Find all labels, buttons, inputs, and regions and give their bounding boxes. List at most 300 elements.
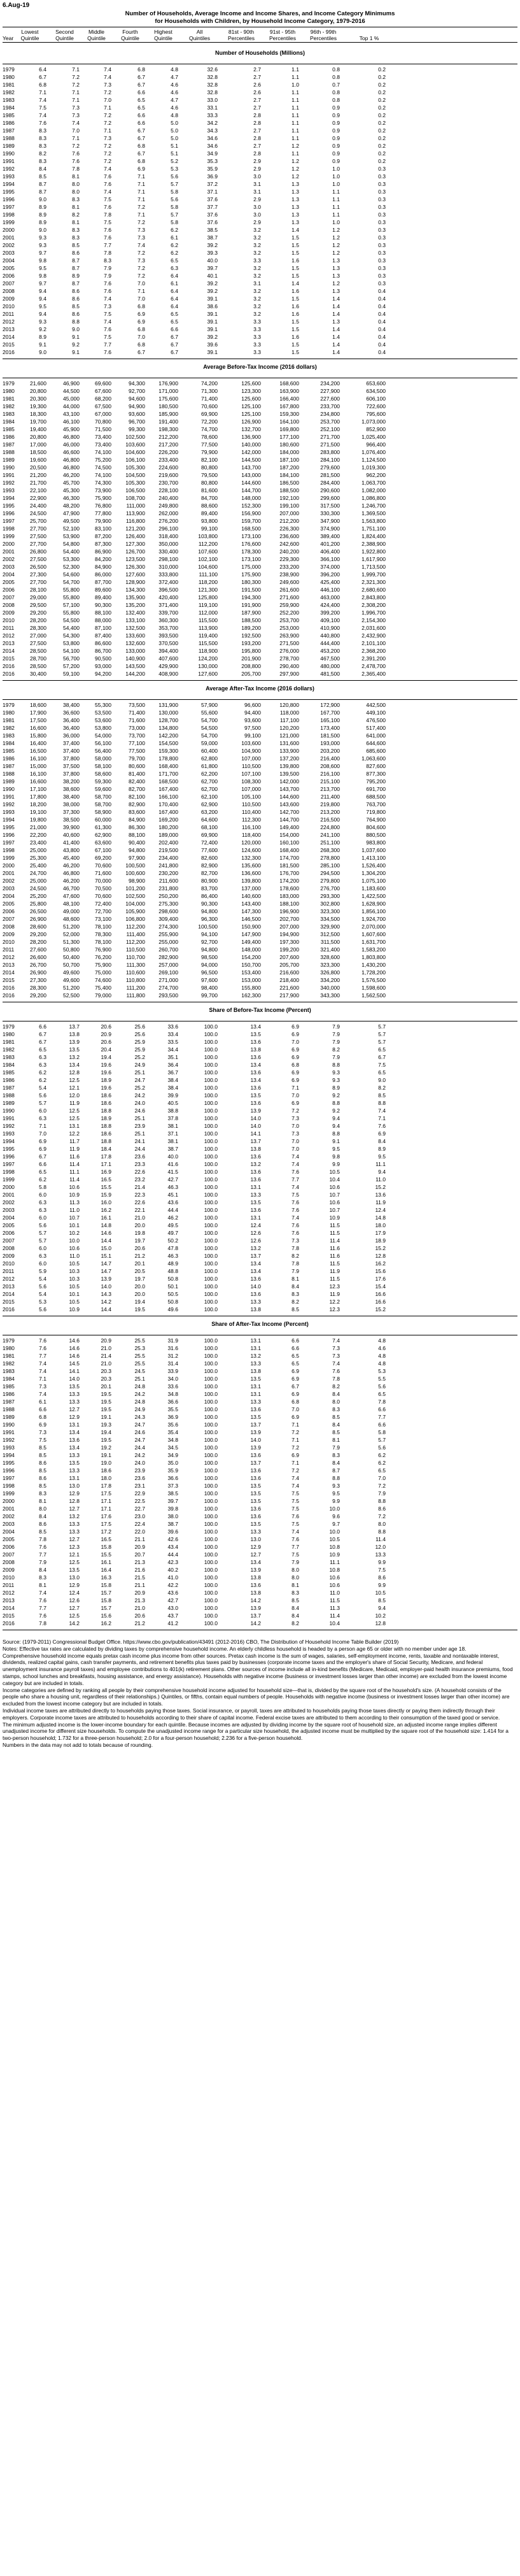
year-cell: 1995 — [3, 824, 15, 830]
value-cell: 10.3 — [69, 1268, 80, 1274]
value-cell: 167,700 — [320, 709, 340, 716]
value-cell: 22.6 — [134, 1169, 145, 1175]
year-cell: 2006 — [3, 273, 15, 279]
value-cell: 17,000 — [30, 441, 46, 448]
value-cell: 110,600 — [125, 969, 145, 976]
table-row — [0, 969, 520, 976]
value-cell: 8.3 — [39, 158, 46, 164]
value-cell: 15.2 — [375, 1245, 386, 1251]
value-cell: 6.6 — [39, 1161, 46, 1167]
value-cell: 9.0 — [39, 227, 46, 233]
value-cell: 15,000 — [30, 763, 46, 769]
value-cell: 36.4 — [167, 1062, 178, 1068]
value-cell: 87,100 — [95, 625, 111, 631]
value-cell: 13.5 — [250, 1199, 261, 1206]
value-cell: 34.3 — [207, 127, 218, 134]
value-cell: 62,200 — [201, 771, 218, 777]
year-cell: 2009 — [3, 931, 15, 937]
value-cell: 763,700 — [366, 801, 386, 808]
value-cell: 58,000 — [95, 755, 111, 762]
table-row — [0, 1237, 520, 1244]
table-row — [0, 257, 520, 264]
value-cell: 81,600 — [201, 487, 218, 494]
value-cell: 1,924,700 — [362, 916, 386, 922]
value-cell: 6.0 — [39, 1245, 46, 1251]
value-cell: 195,800 — [241, 648, 261, 654]
value-cell: 94,800 — [201, 946, 218, 953]
value-cell: 100.0 — [204, 1597, 218, 1604]
year-cell: 1986 — [3, 120, 15, 126]
value-cell: 100.0 — [204, 1161, 218, 1167]
value-cell: 46.2 — [167, 1214, 178, 1221]
value-cell: 7.5 — [378, 1567, 386, 1573]
value-cell: 9.4 — [39, 295, 46, 302]
value-cell: 14.7 — [101, 1268, 111, 1274]
value-cell: 42.7 — [167, 1176, 178, 1183]
value-cell: 8.5 — [39, 1444, 46, 1451]
value-cell: 8.1 — [332, 1437, 340, 1443]
value-cell: 53,900 — [63, 533, 80, 539]
value-cell: 1.3 — [332, 257, 340, 264]
value-cell: 0.4 — [378, 341, 386, 348]
value-cell: 19.4 — [101, 1054, 111, 1060]
value-cell: 7.9 — [332, 1039, 340, 1045]
value-cell: 6.6 — [137, 89, 145, 96]
table-row — [0, 1252, 520, 1260]
value-cell: 7.1 — [292, 1437, 299, 1443]
value-cell: 407,600 — [158, 655, 178, 662]
value-cell: 13.3 — [250, 1299, 261, 1305]
value-cell: 12.0 — [375, 1544, 386, 1550]
value-cell: 144,700 — [279, 816, 299, 823]
value-cell: 1,063,700 — [362, 480, 386, 486]
year-cell: 1985 — [3, 1383, 15, 1390]
value-cell: 154,200 — [241, 954, 261, 960]
value-cell: 0.3 — [378, 250, 386, 256]
value-cell: 135,200 — [125, 602, 145, 608]
value-cell: 249,600 — [279, 579, 299, 585]
value-cell: 9.5 — [39, 303, 46, 310]
value-cell: 9.2 — [332, 1092, 340, 1099]
value-cell: 121,000 — [279, 732, 299, 739]
value-cell: 70,600 — [95, 862, 111, 869]
value-cell: 51,300 — [63, 939, 80, 945]
value-cell: 7.2 — [137, 250, 145, 256]
value-cell: 100.0 — [204, 1299, 218, 1305]
value-cell: 100.0 — [204, 1353, 218, 1359]
year-cell: 1987 — [3, 127, 15, 134]
value-cell: 13.8 — [250, 1306, 261, 1313]
value-cell: 36,000 — [63, 732, 80, 739]
value-cell: 42.3 — [167, 1559, 178, 1565]
value-cell: 75,900 — [95, 962, 111, 968]
value-cell: 39,900 — [63, 824, 80, 830]
section-title: Average Before-Tax Income (2016 dollars) — [203, 364, 317, 370]
value-cell: 37.2 — [207, 181, 218, 187]
value-cell: 144,200 — [125, 671, 145, 677]
value-cell: 1.5 — [292, 341, 299, 348]
value-cell: 0.4 — [378, 288, 386, 294]
value-cell: 14.6 — [69, 1353, 80, 1359]
value-cell: 227,900 — [320, 388, 340, 394]
table-row — [0, 433, 520, 441]
value-cell: 25.3 — [134, 1345, 145, 1351]
value-cell: 12.6 — [250, 1237, 261, 1244]
value-cell: 1,086,800 — [362, 495, 386, 501]
value-cell: 139,800 — [279, 763, 299, 769]
value-cell: 27,700 — [30, 579, 46, 585]
value-cell: 10.5 — [69, 1260, 80, 1267]
value-cell: 54,100 — [63, 648, 80, 654]
value-cell: 166,400 — [279, 395, 299, 402]
value-cell: 34.2 — [207, 120, 218, 126]
value-cell: 6.1 — [171, 280, 178, 287]
value-cell: 231,800 — [158, 885, 178, 892]
value-cell: 634,500 — [366, 388, 386, 394]
year-cell: 2006 — [3, 908, 15, 914]
value-cell: 1.1 — [332, 196, 340, 203]
value-cell: 74,100 — [95, 472, 111, 478]
year-cell: 1982 — [3, 403, 15, 409]
value-cell: 297,900 — [279, 671, 299, 677]
value-cell: 4.8 — [171, 66, 178, 73]
value-cell: 311,500 — [320, 939, 340, 945]
value-cell: 1.3 — [292, 211, 299, 218]
value-cell: 7.9 — [104, 273, 111, 279]
value-cell: 34.9 — [167, 1452, 178, 1458]
value-cell: 5.7 — [39, 1237, 46, 1244]
value-cell: 59,000 — [201, 740, 218, 746]
value-cell: 28,100 — [30, 587, 46, 593]
value-cell: 142,000 — [279, 778, 299, 785]
value-cell: 257,000 — [158, 962, 178, 968]
value-cell: 168,500 — [158, 778, 178, 785]
value-cell: 62,900 — [201, 801, 218, 808]
value-cell: 8.7 — [72, 280, 80, 287]
table-row — [0, 1076, 520, 1084]
value-cell: 42.7 — [167, 1597, 178, 1604]
value-cell: 7.3 — [39, 1429, 46, 1435]
value-cell: 8.7 — [72, 257, 80, 264]
year-cell: 1990 — [3, 150, 15, 157]
value-cell: 6.9 — [292, 1414, 299, 1420]
value-cell: 1,631,700 — [362, 939, 386, 945]
value-cell: 13.5 — [250, 1498, 261, 1504]
value-cell: 7.2 — [104, 143, 111, 149]
value-cell: 22.5 — [134, 1498, 145, 1504]
value-cell: 449,100 — [366, 709, 386, 716]
table-row — [0, 333, 520, 341]
value-cell: 274,300 — [158, 923, 178, 930]
value-cell: 7.5 — [104, 196, 111, 203]
value-cell: 1.2 — [332, 280, 340, 287]
value-cell: 10.2 — [375, 1612, 386, 1619]
value-cell: 3.2 — [253, 265, 261, 271]
value-cell: 16.9 — [101, 1169, 111, 1175]
title-line-1: Number of Households, Average Income and Income Shares, and Income Category Minimums — [125, 10, 395, 17]
value-cell: 55,800 — [63, 587, 80, 593]
year-cell: 1992 — [3, 801, 15, 808]
value-cell: 100,500 — [198, 923, 218, 930]
value-cell: 7.1 — [137, 196, 145, 203]
column-header-line-1: Middle — [88, 29, 105, 35]
value-cell: 17.1 — [101, 1498, 111, 1504]
value-cell: 101,200 — [125, 885, 145, 892]
value-cell: 3.1 — [253, 181, 261, 187]
value-cell: 0.3 — [378, 181, 386, 187]
value-cell: 100.0 — [204, 1383, 218, 1390]
year-cell: 1979 — [3, 380, 15, 387]
value-cell: 6.9 — [292, 1452, 299, 1458]
value-cell: 19,400 — [30, 426, 46, 432]
value-cell: 13.4 — [250, 1268, 261, 1274]
value-cell: 279,600 — [320, 464, 340, 471]
value-cell: 48,100 — [63, 900, 80, 907]
value-cell: 128,900 — [125, 579, 145, 585]
value-cell: 7.4 — [104, 74, 111, 80]
value-cell: 3.2 — [253, 311, 261, 317]
value-cell: 188,100 — [279, 900, 299, 907]
value-cell: 15.6 — [101, 1612, 111, 1619]
value-cell: 70,500 — [95, 885, 111, 892]
value-cell: 10.4 — [329, 1620, 340, 1626]
value-cell: 7.0 — [137, 295, 145, 302]
value-cell: 23.9 — [134, 1123, 145, 1129]
value-cell: 241,100 — [320, 832, 340, 838]
table-row — [0, 1168, 520, 1176]
value-cell: 28,500 — [30, 663, 46, 669]
year-cell: 2011 — [3, 946, 15, 953]
table-row — [0, 953, 520, 961]
value-cell: 54,500 — [63, 617, 80, 623]
table-row — [0, 134, 520, 142]
value-cell: 7.1 — [137, 189, 145, 195]
value-cell: 19.6 — [101, 1069, 111, 1076]
value-cell: 34.4 — [167, 1046, 178, 1053]
value-cell: 1.2 — [332, 234, 340, 241]
value-cell: 100.0 — [204, 1337, 218, 1344]
value-cell: 9.7 — [39, 250, 46, 256]
year-cell: 1995 — [3, 502, 15, 509]
table-row — [0, 915, 520, 923]
value-cell: 24.7 — [134, 1437, 145, 1443]
value-cell: 1,430,200 — [362, 962, 386, 968]
value-cell: 6.6 — [39, 1406, 46, 1413]
value-cell: 7.8 — [292, 1245, 299, 1251]
year-cell: 2014 — [3, 334, 15, 340]
table-row — [0, 624, 520, 632]
value-cell: 8.3 — [72, 196, 80, 203]
value-cell: 38.7 — [167, 1146, 178, 1152]
table-row — [0, 1283, 520, 1290]
value-cell: 8.3 — [332, 1452, 340, 1458]
value-cell: 103,600 — [125, 441, 145, 448]
value-cell: 164,100 — [279, 418, 299, 425]
value-cell: 100.0 — [204, 1237, 218, 1244]
value-cell: 74,700 — [201, 426, 218, 432]
value-cell: 290,400 — [279, 663, 299, 669]
value-cell: 7.3 — [104, 303, 111, 310]
value-cell: 53,800 — [95, 725, 111, 731]
value-cell: 34.9 — [207, 150, 218, 157]
value-cell: 8.7 — [39, 181, 46, 187]
value-cell: 7.7 — [292, 1176, 299, 1183]
value-cell: 25.1 — [134, 1376, 145, 1382]
value-cell: 125,100 — [241, 403, 261, 409]
value-cell: 7.4 — [332, 1337, 340, 1344]
value-cell: 228,100 — [158, 487, 178, 494]
value-cell: 144,700 — [241, 487, 261, 494]
note-paragraph: The minimum adjusted income is the lower-income boundary for each quintile. Because incomes are adjusted by dividing income by the square root of household size, an adjusted income range implies different unadjusted income for different size households. To compute the unadjusted income range for a particular size household, the adjusted income must be multiplied by the square root of the household size: 1.414 for a two-person household; 1.732 for a three-person household; 2.0 for a four-person household; 2.236 for a five-person household. — [3, 1721, 509, 1742]
value-cell: 180,200 — [158, 824, 178, 830]
value-cell: 8.5 — [292, 1597, 299, 1604]
value-cell: 6.8 — [39, 1414, 46, 1420]
value-cell: 147,900 — [241, 931, 261, 937]
value-cell: 90,300 — [201, 900, 218, 907]
value-cell: 15.4 — [375, 1283, 386, 1290]
value-cell: 8.5 — [292, 1306, 299, 1313]
value-cell: 1,019,300 — [362, 464, 386, 471]
value-cell: 46,800 — [63, 457, 80, 463]
value-cell: 82,100 — [129, 793, 145, 800]
value-cell: 8.5 — [39, 1467, 46, 1474]
value-cell: 219,500 — [158, 847, 178, 853]
value-cell: 7.2 — [72, 143, 80, 149]
value-cell: 69,900 — [201, 832, 218, 838]
year-cell: 2001 — [3, 1192, 15, 1198]
value-cell: 105,300 — [125, 480, 145, 486]
value-cell: 7.6 — [104, 181, 111, 187]
value-cell: 18.8 — [101, 1138, 111, 1144]
value-cell: 86,300 — [129, 824, 145, 830]
value-cell: 67,600 — [95, 388, 111, 394]
value-cell: 104,600 — [198, 564, 218, 570]
column-header-line-1: Highest — [154, 29, 172, 35]
table-row — [0, 571, 520, 578]
year-cell: 1993 — [3, 1130, 15, 1137]
value-cell: 115,500 — [198, 617, 218, 623]
value-cell: 15.9 — [101, 1192, 111, 1198]
value-cell: 11.0 — [69, 1253, 80, 1259]
value-cell: 62,900 — [95, 832, 111, 838]
value-cell: 226,200 — [158, 449, 178, 455]
table-row — [0, 81, 520, 89]
value-cell: 176,900 — [158, 380, 178, 387]
value-cell: 16,100 — [30, 755, 46, 762]
value-cell: 37.6 — [207, 196, 218, 203]
year-cell: 2005 — [3, 1222, 15, 1228]
column-header-7 — [219, 29, 264, 41]
value-cell: 5.7 — [171, 181, 178, 187]
year-cell: 1988 — [3, 771, 15, 777]
value-cell: 100.0 — [204, 1452, 218, 1458]
value-cell: 38.7 — [167, 1521, 178, 1527]
value-cell: 35.4 — [167, 1429, 178, 1435]
value-cell: 25,700 — [30, 518, 46, 524]
value-cell: 38,000 — [63, 801, 80, 808]
value-cell: 13.6 — [250, 1513, 261, 1519]
value-cell: 38,400 — [63, 702, 80, 708]
table-row — [0, 823, 520, 831]
year-cell: 2008 — [3, 1245, 15, 1251]
value-cell: 143,500 — [125, 663, 145, 669]
value-cell: 83,600 — [129, 809, 145, 815]
value-cell: 1.3 — [332, 318, 340, 325]
year-cell: 2010 — [3, 1574, 15, 1581]
value-cell: 7.6 — [39, 1345, 46, 1351]
value-cell: 230,200 — [158, 870, 178, 876]
value-cell: 7.9 — [104, 265, 111, 271]
value-cell: 159,700 — [241, 518, 261, 524]
value-cell: 8.3 — [292, 1291, 299, 1297]
value-cell: 115,500 — [198, 640, 218, 646]
value-cell: 28,300 — [30, 985, 46, 991]
value-cell: 5.7 — [39, 1230, 46, 1236]
value-cell: 7.1 — [72, 135, 80, 141]
value-cell: 24.3 — [134, 1414, 145, 1420]
value-cell: 100.0 — [204, 1590, 218, 1596]
value-cell: 240,400 — [158, 495, 178, 501]
value-cell: 27,000 — [30, 632, 46, 639]
value-cell: 7.3 — [137, 227, 145, 233]
value-cell: 10.6 — [69, 1245, 80, 1251]
value-cell: 7.2 — [292, 1467, 299, 1474]
value-cell: 7.2 — [104, 112, 111, 118]
value-cell: 7.2 — [104, 150, 111, 157]
value-cell: 73,000 — [129, 725, 145, 731]
value-cell: 13.5 — [250, 1092, 261, 1099]
value-cell: 6.6 — [378, 1406, 386, 1413]
value-cell: 31.2 — [167, 1353, 178, 1359]
value-cell: 1.1 — [292, 89, 299, 96]
year-cell: 1992 — [3, 166, 15, 172]
value-cell: 25,300 — [30, 855, 46, 861]
value-cell: 271,500 — [320, 441, 340, 448]
value-cell: 189,000 — [158, 832, 178, 838]
value-cell: 7.6 — [104, 173, 111, 180]
year-cell: 1990 — [3, 1107, 15, 1114]
value-cell: 330,400 — [158, 548, 178, 555]
value-cell: 14.0 — [69, 1376, 80, 1382]
value-cell: 100.0 — [204, 1176, 218, 1183]
value-cell: 1.5 — [292, 295, 299, 302]
value-cell: 9.9 — [378, 1582, 386, 1588]
value-cell: 208,600 — [320, 763, 340, 769]
value-cell: 111,100 — [199, 571, 218, 578]
value-cell: 25.5 — [134, 1360, 145, 1367]
value-cell: 6.3 — [39, 1054, 46, 1060]
table-row — [0, 1092, 520, 1099]
value-cell: 27,500 — [30, 640, 46, 646]
value-cell: 7.9 — [378, 1490, 386, 1497]
value-cell: 19.6 — [101, 1085, 111, 1091]
value-cell: 281,500 — [320, 472, 340, 478]
year-cell: 1990 — [3, 1421, 15, 1428]
value-cell: 187,200 — [279, 464, 299, 471]
value-cell: 444,400 — [320, 640, 340, 646]
value-cell: 10.8 — [329, 1544, 340, 1550]
value-cell: 37,400 — [63, 740, 80, 746]
value-cell: 44,000 — [63, 403, 80, 409]
value-cell: 4.8 — [378, 1337, 386, 1344]
column-header-2 — [47, 29, 82, 41]
value-cell: 11.5 — [330, 1276, 340, 1282]
value-cell: 100.0 — [204, 1130, 218, 1137]
value-cell: 442,500 — [366, 702, 386, 708]
table-row — [0, 1298, 520, 1306]
value-cell: 10.5 — [329, 1169, 340, 1175]
year-cell: 1998 — [3, 211, 15, 218]
